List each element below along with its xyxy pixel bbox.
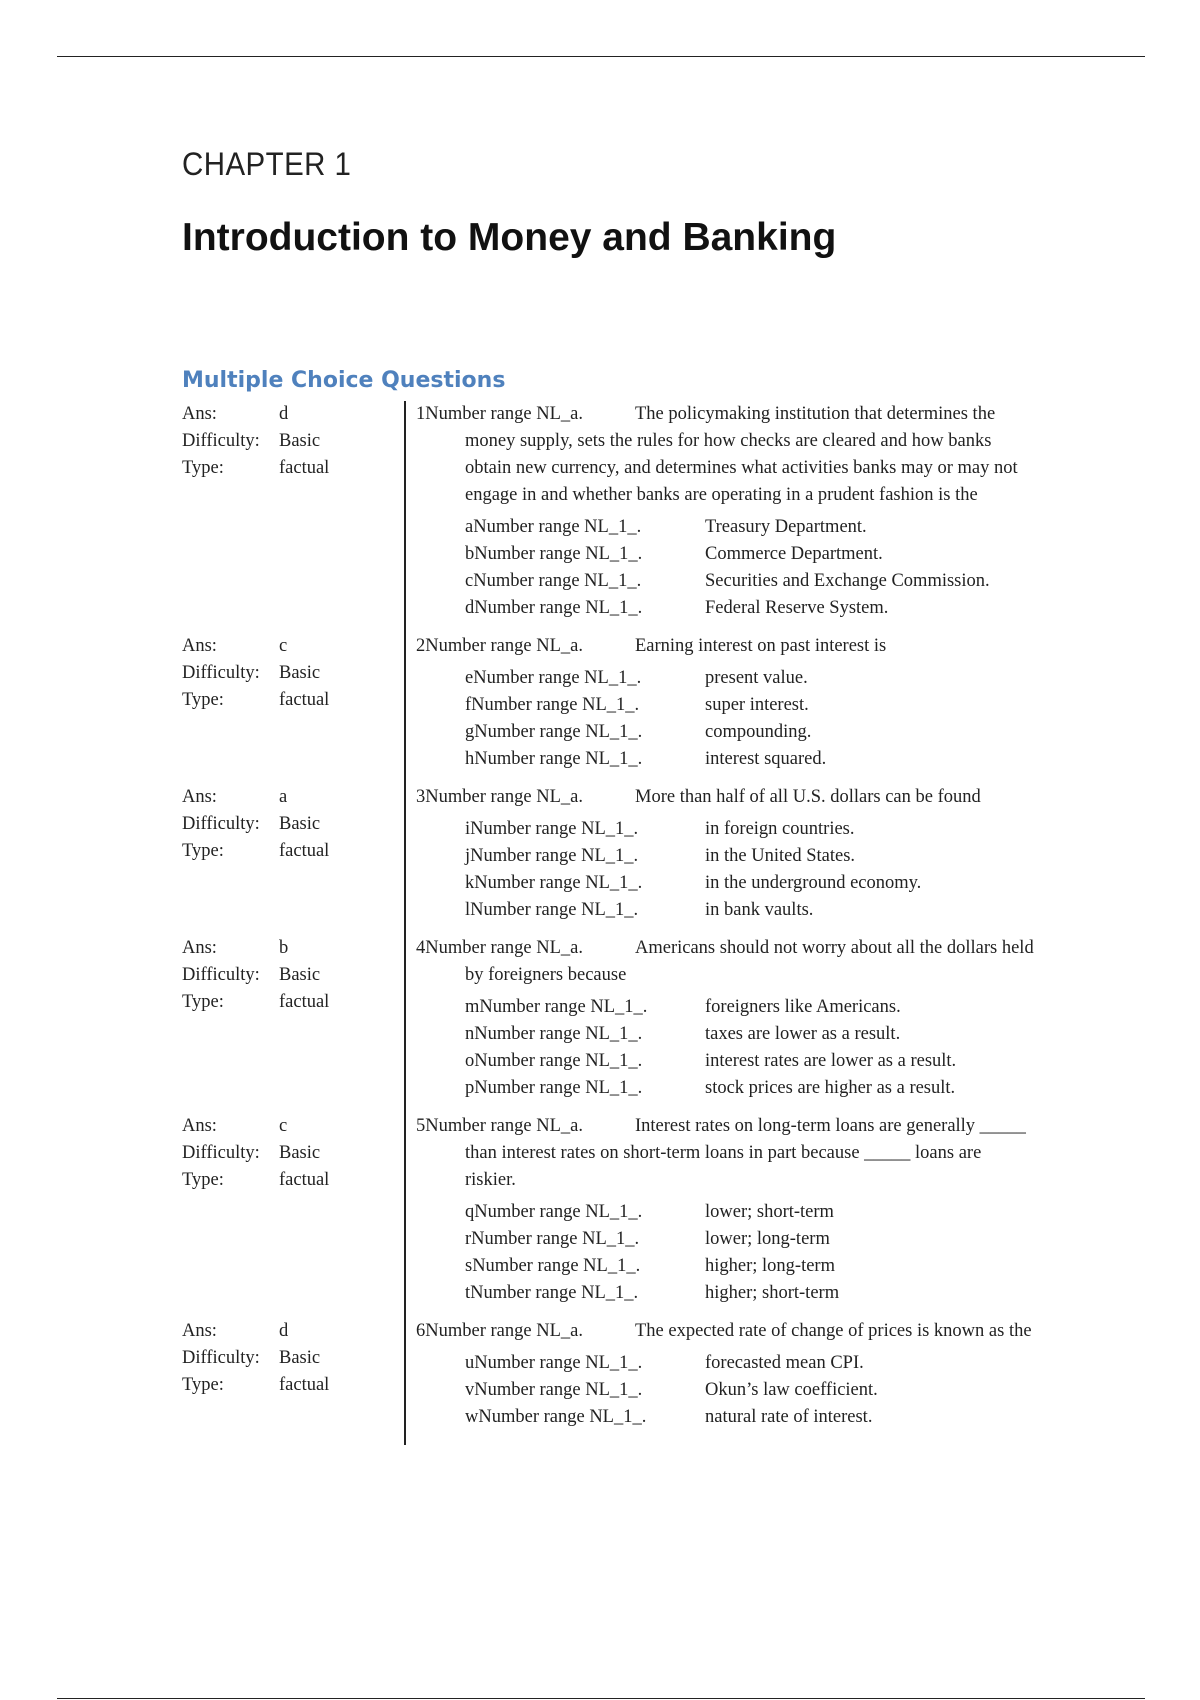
answer-choice [416, 994, 1082, 1021]
answer-choice-label: rNumber range NL_1_. [465, 1229, 640, 1249]
question-number: 1Number range NL_a. [416, 404, 583, 424]
answer-choice-text: forecasted mean CPI. [705, 1353, 864, 1373]
answer-choices [416, 1350, 1082, 1431]
answer-choice-label: uNumber range NL_1_. [465, 1353, 643, 1373]
answer-choice-text: interest rates are lower as a result. [705, 1051, 957, 1071]
question-meta [182, 633, 404, 784]
meta-ans-label: Ans: [182, 1321, 217, 1341]
top-rule [57, 56, 1145, 57]
meta-difficulty-label: Difficulty: [182, 663, 260, 683]
answer-choice-label: pNumber range NL_1_. [465, 1078, 643, 1098]
answer-choice-text: Okun’s law coefficient. [705, 1380, 878, 1400]
question-body [404, 401, 1082, 633]
question-stem-continuation: engage in and whether banks are operating in a prudent fashion is the [465, 485, 978, 505]
answer-choices [416, 994, 1082, 1102]
meta-type-row [182, 687, 404, 714]
question-stem-continuation: than interest rates on short-term loans in part because _____ loans are [465, 1143, 982, 1163]
meta-type-value: factual [279, 458, 330, 478]
meta-difficulty-value: Basic [279, 1348, 321, 1368]
answer-choice-label: bNumber range NL_1_. [465, 544, 643, 564]
question-meta [182, 784, 404, 935]
answer-choice-text: natural rate of interest. [705, 1407, 873, 1427]
question-item [182, 935, 1082, 1113]
answer-choice [416, 870, 1082, 897]
meta-difficulty-row [182, 428, 404, 455]
meta-ans-value: d [279, 404, 289, 424]
answer-choice-text: lower; short-term [705, 1202, 834, 1222]
answer-choice-label: hNumber range NL_1_. [465, 749, 643, 769]
answer-choice-label: gNumber range NL_1_. [465, 722, 643, 742]
meta-type-label: Type: [182, 841, 224, 861]
answer-choice-text: in bank vaults. [705, 900, 814, 920]
question-stem-text: Interest rates on long-term loans are generally _____ [635, 1116, 1026, 1136]
answer-choice-text: Commerce Department. [705, 544, 883, 564]
question-body [404, 1318, 1082, 1445]
answer-choice-text: in foreign countries. [705, 819, 855, 839]
answer-choice [416, 897, 1082, 924]
answer-choice-label: mNumber range NL_1_. [465, 997, 648, 1017]
meta-type-value: factual [279, 992, 330, 1012]
question-meta [182, 401, 404, 633]
question-stem-text: Americans should not worry about all the dollars held [635, 938, 1034, 958]
answer-choice-label: kNumber range NL_1_. [465, 873, 643, 893]
meta-ans-row [182, 401, 404, 428]
answer-choice [416, 1226, 1082, 1253]
answer-choice-label: sNumber range NL_1_. [465, 1256, 641, 1276]
answer-choices [416, 665, 1082, 773]
meta-type-label: Type: [182, 1170, 224, 1190]
meta-difficulty-row [182, 1140, 404, 1167]
answer-choice-label: wNumber range NL_1_. [465, 1407, 647, 1427]
answer-choice-label: tNumber range NL_1_. [465, 1283, 639, 1303]
question-body [404, 1113, 1082, 1318]
answer-choice [416, 746, 1082, 773]
answer-choice-text: lower; long-term [705, 1229, 830, 1249]
meta-type-label: Type: [182, 992, 224, 1012]
question-item [182, 1113, 1082, 1318]
answer-choice [416, 1377, 1082, 1404]
question-list [182, 401, 1082, 1445]
meta-ans-value: c [279, 1116, 288, 1136]
meta-type-row [182, 838, 404, 865]
answer-choice-text: taxes are lower as a result. [705, 1024, 901, 1044]
meta-difficulty-value: Basic [279, 814, 321, 834]
answer-choice-label: nNumber range NL_1_. [465, 1024, 643, 1044]
question-stem-text: The policymaking institution that determines the [635, 404, 996, 424]
answer-choice-label: vNumber range NL_1_. [465, 1380, 643, 1400]
meta-type-value: factual [279, 690, 330, 710]
question-item [182, 1318, 1082, 1445]
meta-difficulty-label: Difficulty: [182, 1348, 260, 1368]
question-stem [416, 633, 1082, 660]
answer-choice-text: higher; short-term [705, 1283, 840, 1303]
question-stem-text: More than half of all U.S. dollars can be found [635, 787, 981, 807]
question-stem [416, 784, 1082, 811]
answer-choice [416, 1021, 1082, 1048]
question-stem [416, 1318, 1082, 1345]
meta-difficulty-row [182, 962, 404, 989]
question-item [182, 633, 1082, 784]
answer-choice [416, 1253, 1082, 1280]
answer-choice-text: interest squared. [705, 749, 827, 769]
answer-choice-text: Treasury Department. [705, 517, 867, 537]
answer-choice [416, 1404, 1082, 1431]
meta-ans-row [182, 633, 404, 660]
question-number: 6Number range NL_a. [416, 1321, 583, 1341]
answer-choice [416, 843, 1082, 870]
meta-ans-row [182, 784, 404, 811]
answer-choice [416, 514, 1082, 541]
answer-choice-label: fNumber range NL_1_. [465, 695, 640, 715]
answer-choice-text: Securities and Exchange Commission. [705, 571, 990, 591]
answer-choice [416, 1075, 1082, 1102]
meta-difficulty-value: Basic [279, 663, 321, 683]
meta-difficulty-value: Basic [279, 1143, 321, 1163]
meta-type-label: Type: [182, 690, 224, 710]
answer-choice [416, 1350, 1082, 1377]
meta-ans-row [182, 1318, 404, 1345]
answer-choice [416, 595, 1082, 622]
meta-type-value: factual [279, 1375, 330, 1395]
meta-type-value: factual [279, 1170, 330, 1190]
meta-difficulty-value: Basic [279, 965, 321, 985]
meta-difficulty-label: Difficulty: [182, 814, 260, 834]
question-meta [182, 1113, 404, 1318]
meta-ans-label: Ans: [182, 787, 217, 807]
answer-choice [416, 665, 1082, 692]
meta-type-value: factual [279, 841, 330, 861]
answer-choice [416, 1199, 1082, 1226]
question-stem-text: The expected rate of change of prices is known as the [635, 1321, 1032, 1341]
answer-choice [416, 816, 1082, 843]
chapter-label: CHAPTER 1 [182, 146, 352, 182]
answer-choice [416, 719, 1082, 746]
answer-choices [416, 816, 1082, 924]
meta-type-row [182, 1372, 404, 1399]
answer-choice-text: Federal Reserve System. [705, 598, 889, 618]
question-stem-continuation: obtain new currency, and determines what activities banks may or may not [465, 458, 1018, 478]
answer-choice-label: cNumber range NL_1_. [465, 571, 642, 591]
question-stem-continuation: money supply, sets the rules for how checks are cleared and how banks [465, 431, 992, 451]
answer-choice-label: eNumber range NL_1_. [465, 668, 642, 688]
answer-choices [416, 1199, 1082, 1307]
meta-difficulty-label: Difficulty: [182, 965, 260, 985]
question-meta [182, 935, 404, 1113]
question-number: 2Number range NL_a. [416, 636, 583, 656]
answer-choice-label: dNumber range NL_1_. [465, 598, 643, 618]
meta-type-label: Type: [182, 458, 224, 478]
question-stem [416, 401, 1082, 428]
question-number: 3Number range NL_a. [416, 787, 583, 807]
answer-choice [416, 692, 1082, 719]
meta-difficulty-value: Basic [279, 431, 321, 451]
meta-type-row [182, 989, 404, 1016]
question-stem-continuation: riskier. [465, 1170, 516, 1190]
answer-choice-text: higher; long-term [705, 1256, 835, 1276]
question-number: 4Number range NL_a. [416, 938, 583, 958]
meta-difficulty-label: Difficulty: [182, 431, 260, 451]
answer-choices [416, 514, 1082, 622]
meta-difficulty-label: Difficulty: [182, 1143, 260, 1163]
bottom-rule [57, 1698, 1145, 1699]
answer-choice-label: lNumber range NL_1_. [465, 900, 639, 920]
question-number: 5Number range NL_a. [416, 1116, 583, 1136]
answer-choice-label: qNumber range NL_1_. [465, 1202, 643, 1222]
meta-ans-label: Ans: [182, 636, 217, 656]
question-item [182, 784, 1082, 935]
meta-type-row [182, 455, 404, 482]
meta-ans-label: Ans: [182, 404, 217, 424]
answer-choice [416, 541, 1082, 568]
chapter-title: Introduction to Money and Banking [182, 216, 837, 259]
meta-type-label: Type: [182, 1375, 224, 1395]
answer-choice-label: oNumber range NL_1_. [465, 1051, 643, 1071]
meta-ans-row [182, 1113, 404, 1140]
answer-choice-label: jNumber range NL_1_. [465, 846, 639, 866]
question-stem [416, 1113, 1082, 1140]
meta-ans-value: a [279, 787, 288, 807]
meta-ans-value: c [279, 636, 288, 656]
section-heading: Multiple Choice Questions [182, 368, 506, 393]
question-body [404, 935, 1082, 1113]
answer-choice-label: aNumber range NL_1_. [465, 517, 642, 537]
meta-ans-value: d [279, 1321, 289, 1341]
question-stem-text: Earning interest on past interest is [635, 636, 887, 656]
question-body [404, 633, 1082, 784]
question-body [404, 784, 1082, 935]
answer-choice-text: in the United States. [705, 846, 856, 866]
answer-choice-text: compounding. [705, 722, 812, 742]
answer-choice-text: present value. [705, 668, 808, 688]
answer-choice-text: foreigners like Americans. [705, 997, 901, 1017]
answer-choice [416, 568, 1082, 595]
meta-ans-label: Ans: [182, 1116, 217, 1136]
meta-difficulty-row [182, 660, 404, 687]
meta-ans-row [182, 935, 404, 962]
answer-choice-text: in the underground economy. [705, 873, 922, 893]
answer-choice [416, 1280, 1082, 1307]
meta-difficulty-row [182, 1345, 404, 1372]
answer-choice-text: super interest. [705, 695, 809, 715]
answer-choice-text: stock prices are higher as a result. [705, 1078, 956, 1098]
question-item [182, 401, 1082, 633]
question-stem-continuation: by foreigners because [465, 965, 627, 985]
meta-ans-value: b [279, 938, 289, 958]
question-stem [416, 935, 1082, 962]
question-meta [182, 1318, 404, 1445]
answer-choice [416, 1048, 1082, 1075]
meta-ans-label: Ans: [182, 938, 217, 958]
meta-difficulty-row [182, 811, 404, 838]
answer-choice-label: iNumber range NL_1_. [465, 819, 639, 839]
meta-type-row [182, 1167, 404, 1194]
